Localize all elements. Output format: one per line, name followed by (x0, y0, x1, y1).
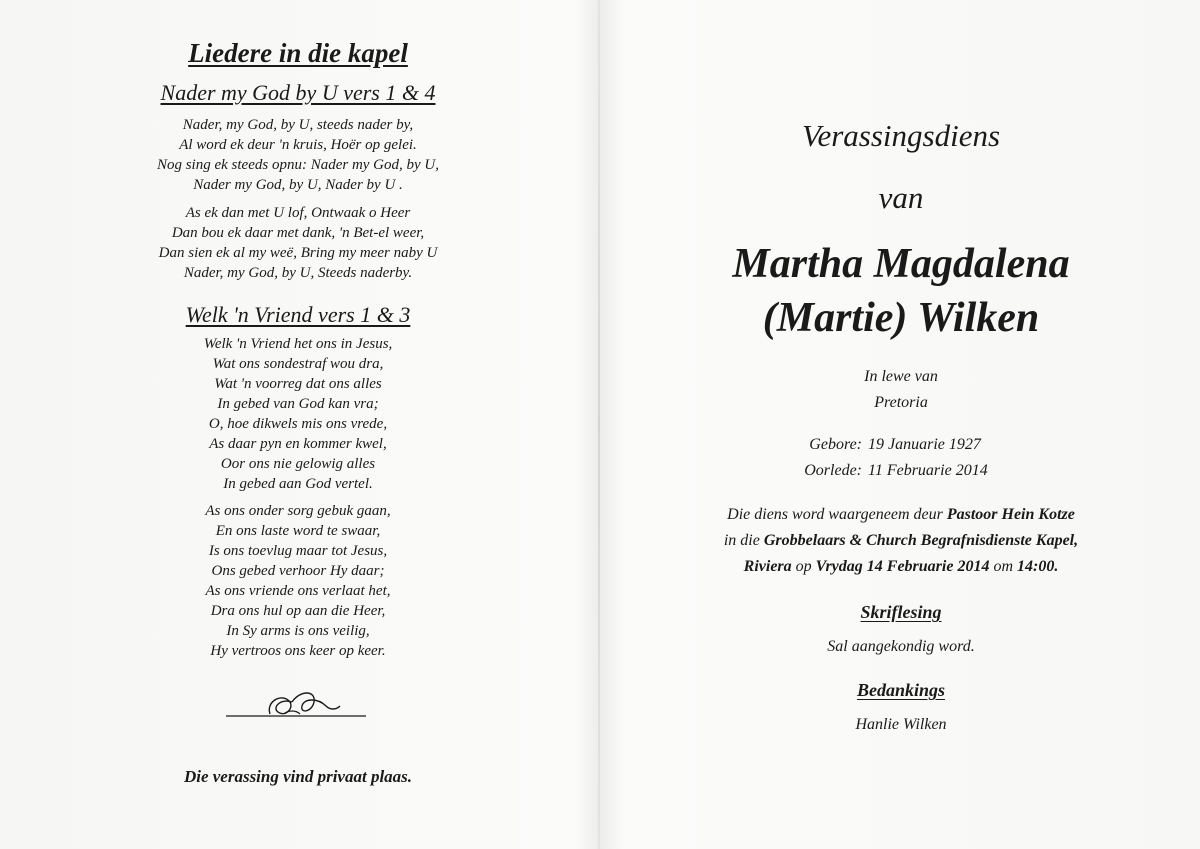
service-text: op (791, 558, 816, 575)
hymn2-stanza1 (0, 334, 596, 494)
born-row (798, 436, 981, 454)
died-label: Oorlede: (804, 462, 862, 479)
chapel-name: Grobbelaars & Church Begrafnisdienste Kapel, (763, 532, 1079, 549)
lyric-line: As ons vriende ons verlaat het, (205, 583, 391, 599)
service-title: Verassingsdiens (801, 118, 1001, 153)
service-date: Vrydag 14 Februarie 2014 (815, 558, 990, 575)
lyric-line: Nader, my God, by U, Steeds naderby. (183, 265, 413, 281)
service-text: om (989, 558, 1018, 575)
lyric-line: Nader, my God, by U, steeds nader by, (182, 117, 414, 133)
right-panel (602, 0, 1200, 849)
deceased-name-line1: Martha Magdalena (732, 241, 1070, 287)
reading-text: Sal aangekondig word. (827, 638, 975, 655)
service-time: 14:00. (1017, 558, 1059, 575)
lyric-line: En ons laste word te swaar, (215, 523, 381, 539)
service-line3 (602, 558, 1200, 576)
died-row (798, 462, 988, 480)
service-text: in die (723, 532, 764, 549)
lyric-line: Oor ons nie gelowig alles (220, 456, 376, 472)
lyric-line: Is ons toevlug maar tot Jesus, (208, 543, 388, 559)
lyric-line: Welk 'n Vriend het ons in Jesus, (203, 336, 393, 352)
thanks-title: Bedankings (856, 680, 946, 700)
lyric-line: Wat 'n voorreg dat ons alles (214, 376, 382, 392)
service-line1 (602, 506, 1200, 524)
hymn1-title: Nader my God by U vers 1 & 4 (160, 80, 436, 105)
lyric-line: Wat ons sondestraf wou dra, (212, 356, 384, 372)
private-cremation-note: Die verassing vind privaat plaas. (183, 767, 413, 786)
service-text: Die diens word waargeneem deur (727, 506, 947, 523)
thanks-text: Hanlie Wilken (855, 716, 947, 733)
lyric-line: In gebed van God kan vra; (217, 396, 379, 412)
lyric-line: As ons onder sorg gebuk gaan, (205, 503, 391, 519)
left-panel (0, 0, 596, 849)
lyric-line: Hy vertroos ons keer op keer. (210, 643, 386, 659)
pastor-name: Pastoor Hein Kotze (946, 506, 1075, 523)
lyric-line: Nog sing ek steeds opnu: Nader my God, by U, (156, 157, 440, 173)
service-van: van (878, 180, 924, 215)
lyric-line: Dra ons hul op aan die Heer, (210, 603, 386, 619)
born-label: Gebore: (809, 436, 862, 453)
lyric-line: Ons gebed verhoor Hy daar; (211, 563, 385, 579)
lyric-line: Dan bou ek daar met dank, 'n Bet-el weer, (171, 225, 425, 241)
died-date: 11 Februarie 2014 (868, 462, 988, 479)
service-line2 (602, 532, 1200, 550)
hymn1-stanza2 (0, 203, 596, 283)
page-fold (598, 0, 600, 849)
lyric-line: In gebed aan God vertel. (223, 476, 373, 492)
residence-place: Pretoria (874, 394, 928, 411)
lyric-line: Al word ek deur 'n kruis, Hoër op gelei. (179, 137, 417, 153)
born-date: 19 Januarie 1927 (868, 436, 981, 453)
lyric-line: Dan sien ek al my weë, Bring my meer naby U (158, 245, 438, 261)
songs-heading: Liedere in die kapel (188, 38, 408, 68)
deceased-name-line2: (Martie) Wilken (762, 295, 1040, 341)
lyric-line: As ek dan met U lof, Ontwaak o Heer (185, 205, 411, 221)
hymn2-stanza2 (0, 501, 596, 661)
hymn1-stanza1 (0, 115, 596, 195)
hymn2-title: Welk 'n Vriend vers 1 & 3 (185, 302, 411, 327)
location-name: Riviera (743, 558, 792, 575)
in-lewe-van: In lewe van (864, 368, 938, 385)
lyric-line: In Sy arms is ons veilig, (226, 623, 370, 639)
lyric-line: Nader my God, by U, Nader by U . (193, 177, 403, 193)
scroll-flourish-icon (226, 684, 366, 724)
lyric-line: O, hoe dikwels mis ons vrede, (208, 416, 388, 432)
reading-title: Skriflesing (860, 602, 942, 622)
lyric-line: As daar pyn en kommer kwel, (209, 436, 387, 452)
